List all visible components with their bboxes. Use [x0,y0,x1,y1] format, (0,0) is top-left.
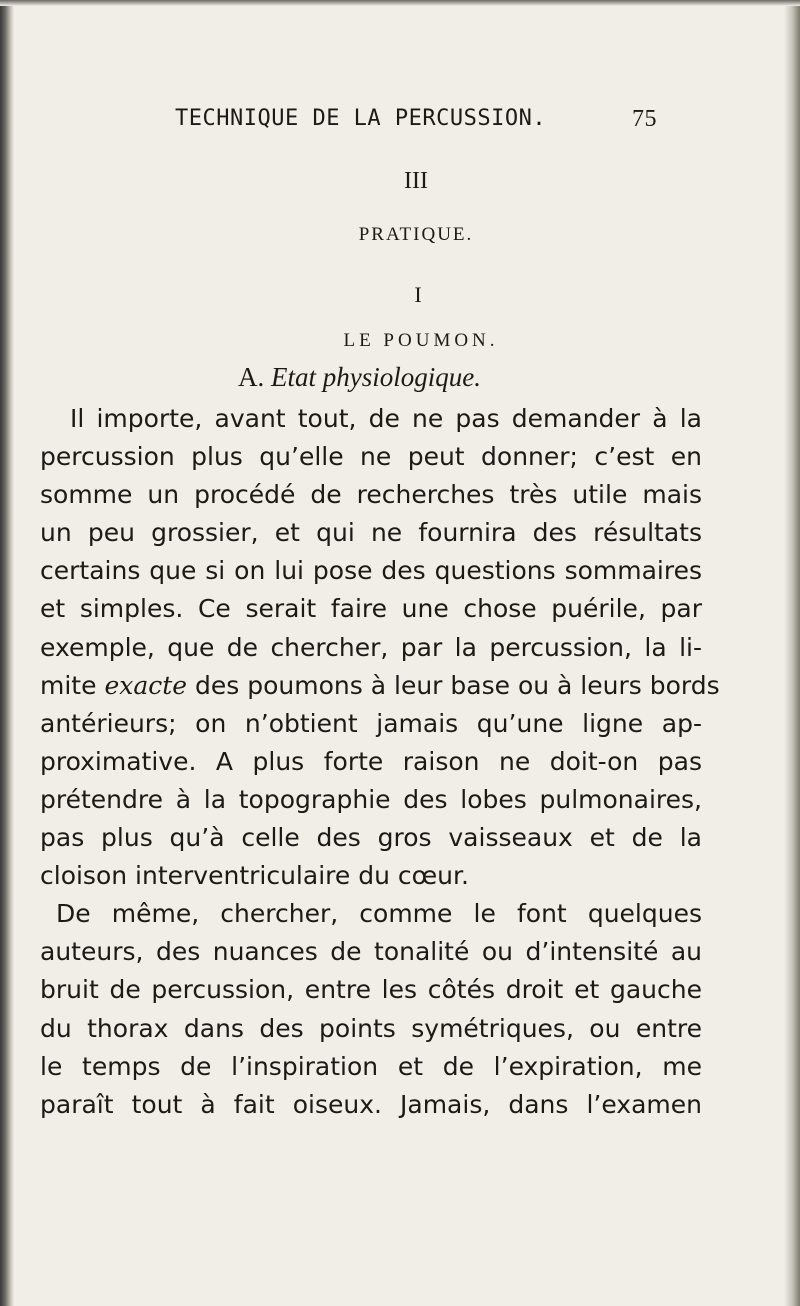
text-line: exemple, que de chercher, par la percussion, la li- [40,632,702,662]
text-line: auteurs, des nuances de tonalité ou d’intensité au [40,937,702,967]
page-left-edge-shadow [0,0,14,1306]
text-line: et simples. Ce serait faire une chose puérile, par [40,594,702,624]
section-title: PRATIQUE. [358,224,474,245]
subsection-number: I [414,282,422,307]
text-line: somme un procédé de recherches très utile mais [40,480,702,510]
text-line: antérieurs; on n’obtient jamais qu’une ligne ap- [40,708,702,738]
text-line: certains que si on lui pose des questions sommaires [40,556,702,586]
running-title: TECHNIQUE DE LA PERCUSSION. [175,106,547,131]
text-line: un peu grossier, et qui ne fournira des résultats [40,518,702,548]
running-head [175,106,657,136]
subheading-title: Etat physiologique. [271,362,481,392]
text-line: bruit de percussion, entre les côtés droit et gauche [40,975,702,1005]
subsection-title: LE POUMON. [343,330,499,351]
emphasized-word: exacte [104,670,188,700]
subheading [238,362,481,393]
text-line: proximative. A plus forte raison ne doit-on pas [40,746,702,776]
text-line: pas plus qu’à celle des gros vaisseaux et de la [40,823,702,853]
page-top-edge-shadow [0,0,800,6]
text-fragment: des poumons à leur base ou à leurs bords [187,670,720,700]
text-line: cloison interventriculaire du cœur. [40,861,469,891]
body-text [40,400,720,1124]
text-fragment: mite [40,670,105,700]
text-line: prétendre à la topographie des lobes pulmonaires, [40,784,702,814]
section-number: III [404,168,428,194]
text-line [40,667,720,705]
subheading-letter: A. [238,362,265,392]
text-line: paraît tout à fait oiseux. Jamais, dans l’examen [40,1089,702,1119]
page-right-edge-shadow [784,0,800,1306]
text-line: Il importe, avant tout, de ne pas demander à la [70,404,702,433]
page-number: 75 [632,106,657,132]
text-line: De même, chercher, comme le font quelques [56,899,702,929]
text-line: le temps de l’inspiration et de l’expiration, me [40,1051,702,1081]
text-line: percussion plus qu’elle ne peut donner; c’est en [40,442,702,472]
text-line: du thorax dans des points symétriques, ou entre [40,1013,702,1043]
